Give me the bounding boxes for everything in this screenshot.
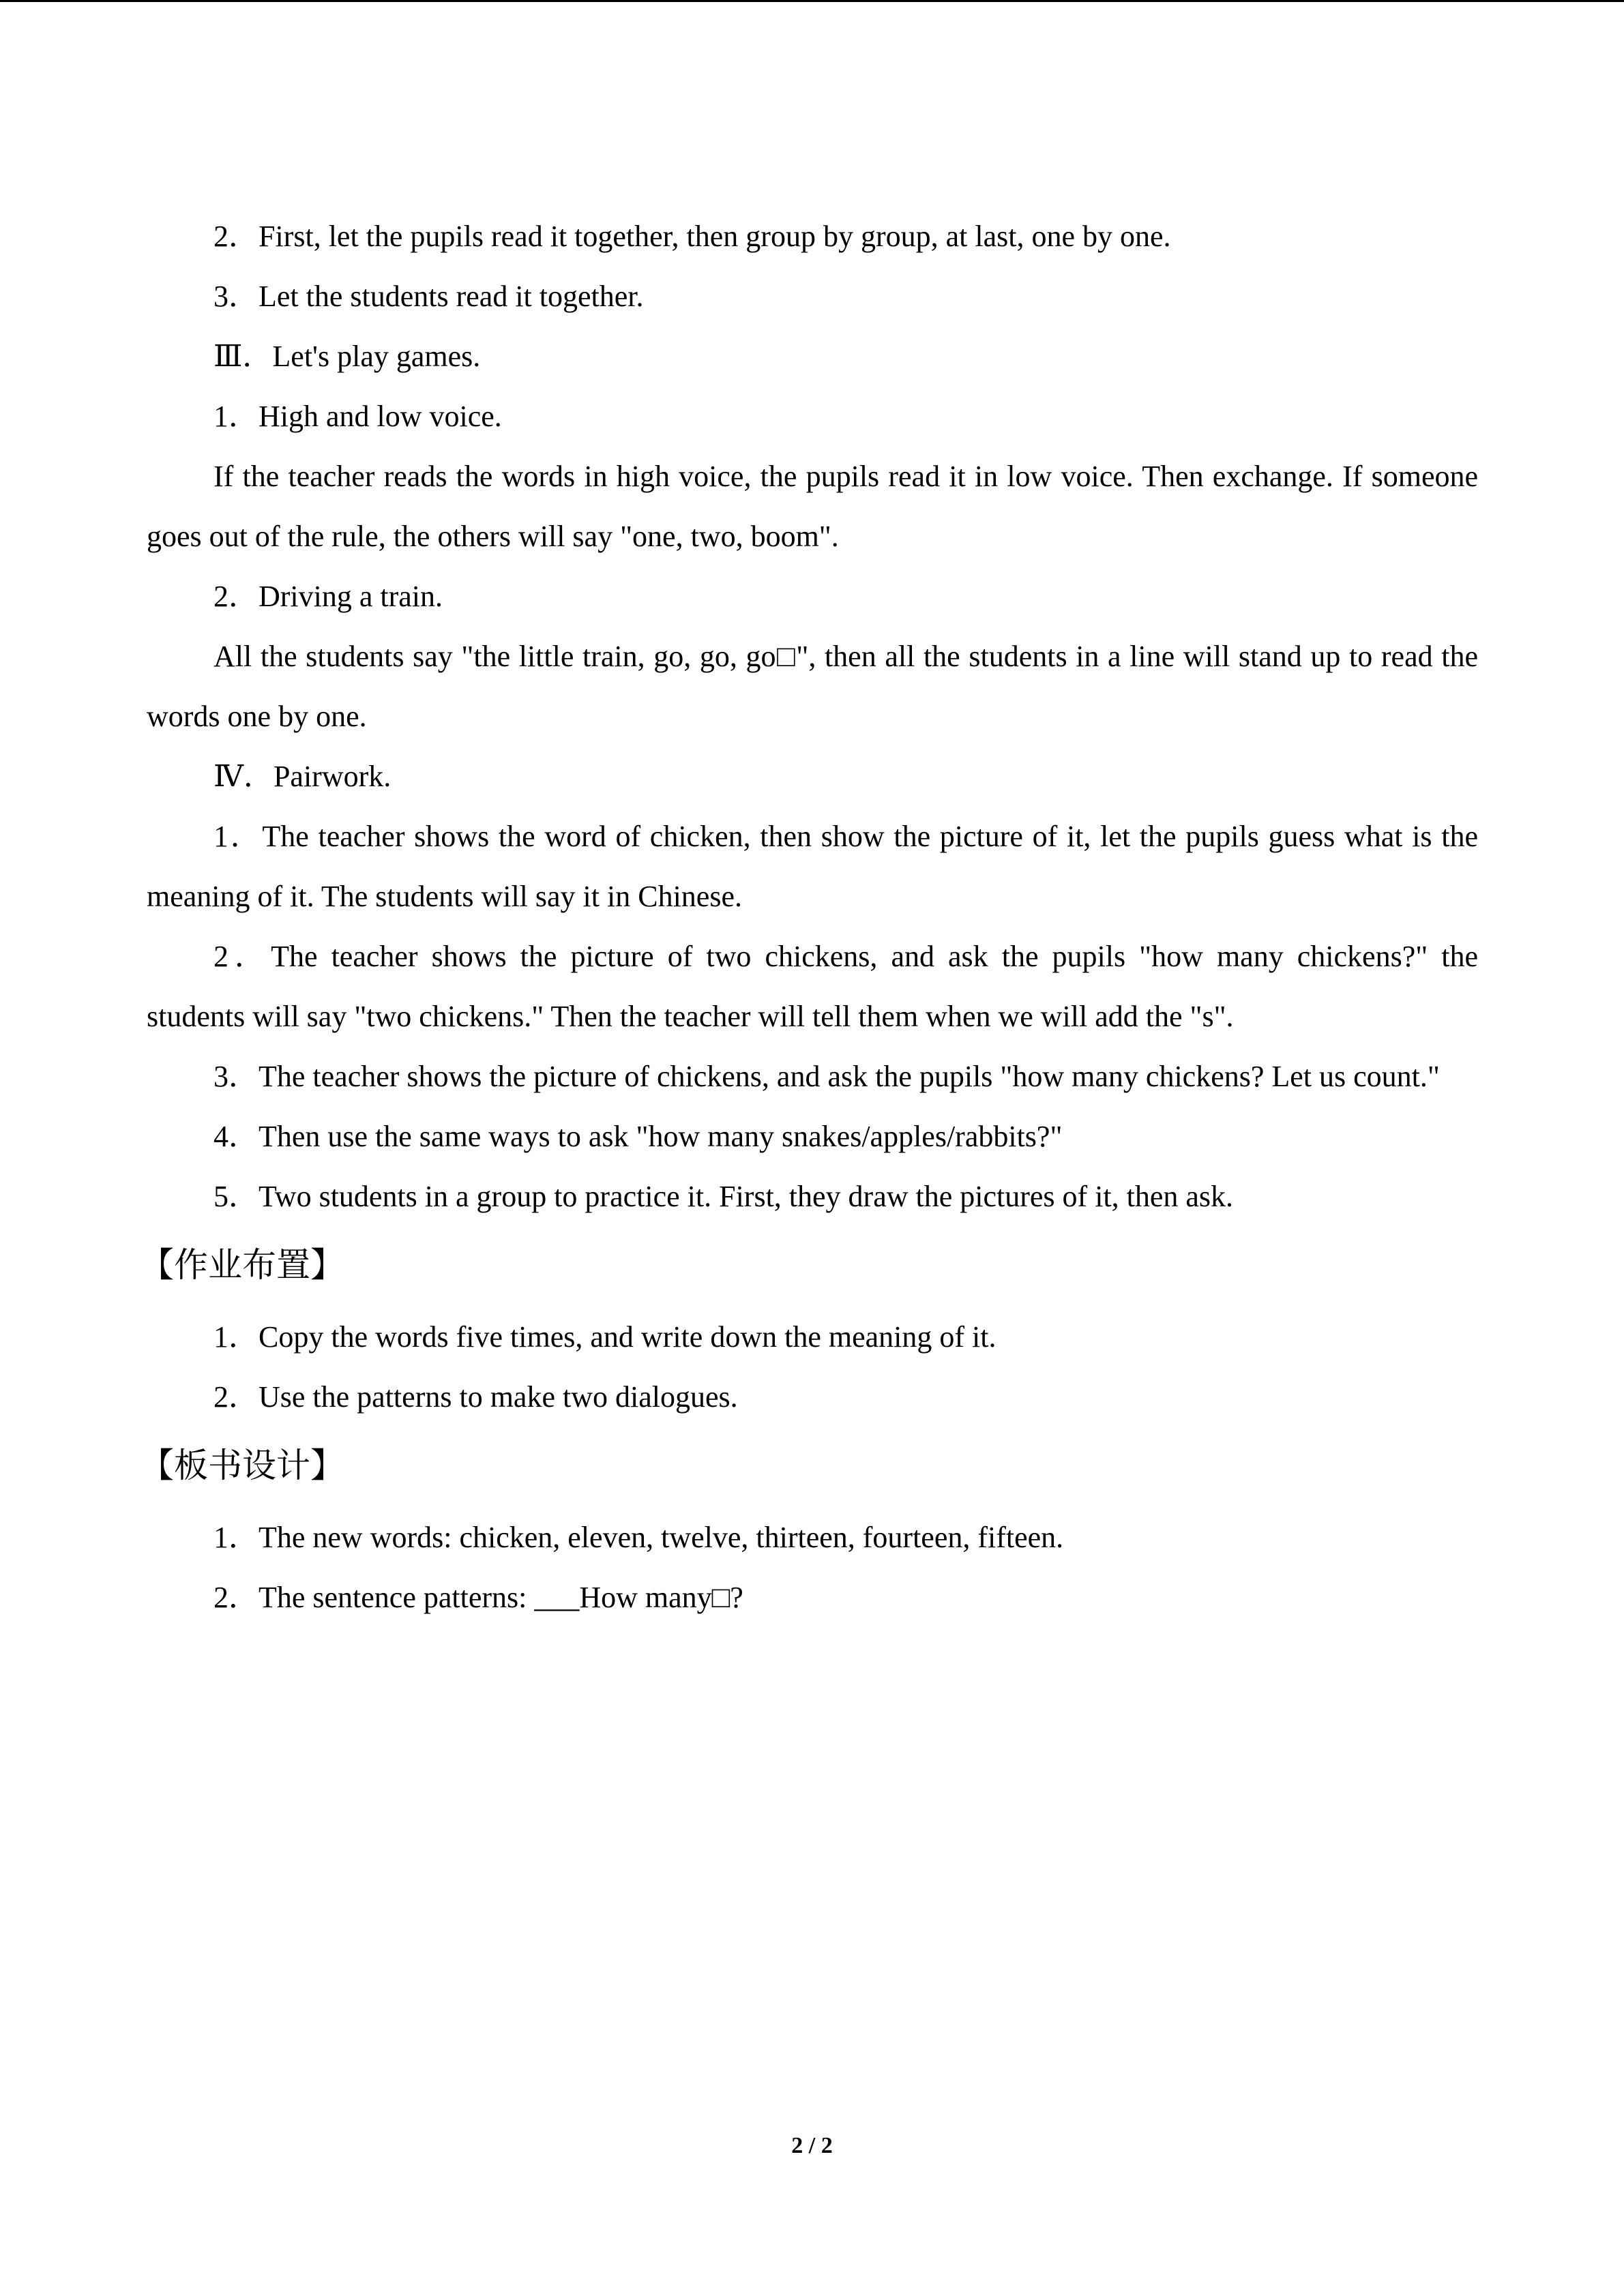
document-body (140, 207, 1478, 1628)
pairwork-step-3: 3．The teacher shows the picture of chickens, and ask the pupils "how many chickens? Let us count." (213, 1060, 1440, 1093)
board-item-1: 1．The new words: chicken, eleven, twelve, thirteen, fourteen, fifteen. (213, 1521, 1064, 1554)
pairwork-step-1: 1．The teacher shows the word of chicken, then show the picture of it, let the pupils guess what is the meaning of it. The students will say it in Chinese. (147, 820, 1478, 913)
homework-item-2: 2．Use the patterns to make two dialogues. (213, 1380, 738, 1414)
game-train-title: 2．Driving a train. (213, 580, 443, 613)
pairwork-step-5: 5．Two students in a group to practice it. First, they draw the pictures of it, then ask. (213, 1180, 1234, 1213)
homework-heading: 【作业布置】 (140, 1245, 344, 1285)
game-train-description: All the students say "the little train, go, go, go□", then all the students in a line will stand up to read the words one by one. (147, 640, 1478, 733)
game-high-low-description: If the teacher reads the words in high voice, the pupils read it in low voice. Then exchange. If someone goes out of the rule, the others will say "one, two, boom". (147, 460, 1478, 553)
board-item-2: 2．The sentence patterns: ___How many□? (213, 1581, 743, 1614)
section-games-title: Ⅲ．Let's play games. (213, 340, 481, 373)
section-pairwork-title: Ⅳ．Pairwork. (213, 760, 392, 793)
page-number: 2 / 2 (791, 2133, 833, 2158)
game-high-low-title: 1．High and low voice. (213, 400, 502, 433)
pairwork-step-4: 4．Then use the same ways to ask "how many snakes/apples/rabbits?" (213, 1120, 1063, 1153)
step-read-together: 3．Let the students read it together. (213, 280, 644, 313)
homework-item-1: 1．Copy the words five times, and write down the meaning of it. (213, 1320, 996, 1354)
board-design-heading: 【板书设计】 (140, 1446, 344, 1485)
pairwork-step-2: 2．The teacher shows the picture of two chickens, and ask the pupils "how many chickens?" the students will say "two chickens." Then the teacher will tell them when we will add the "s". (147, 940, 1478, 1033)
step-read-group: 2．First, let the pupils read it together, then group by group, at last, one by one. (213, 220, 1171, 253)
